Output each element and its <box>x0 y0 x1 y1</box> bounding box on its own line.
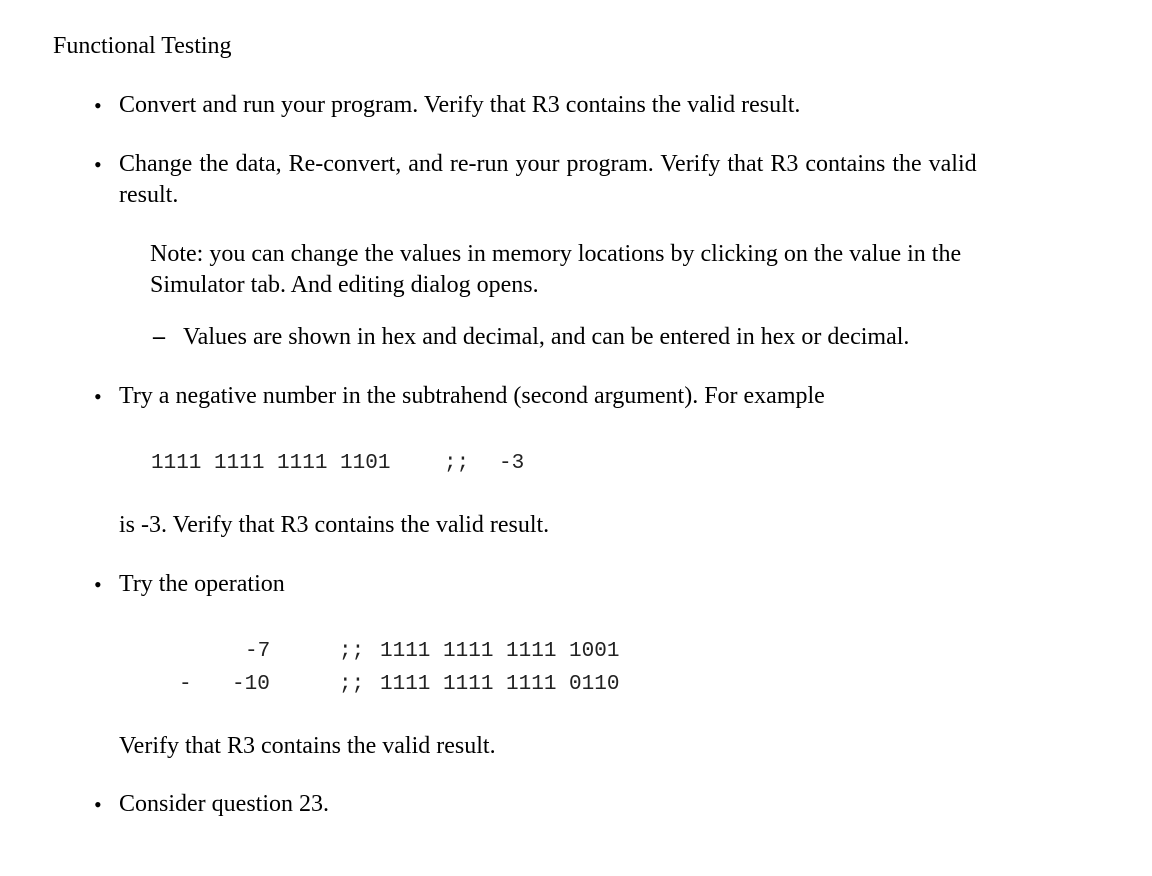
dash-icon: – <box>153 324 165 350</box>
list-item-change-data-line1: Change the data, Re-convert, and re-run your program. Verify that R3 contains the valid <box>119 151 977 177</box>
note-line1: Note: you can change the values in memory locations by clicking on the value in the <box>150 241 962 267</box>
bullet-icon: • <box>94 572 102 597</box>
operation-row2-operand: -10 <box>232 673 270 696</box>
note-line2: Simulator tab. And editing dialog opens. <box>150 272 539 298</box>
list-item-consider: Consider question 23. <box>119 791 329 817</box>
bullet-icon: • <box>94 792 102 817</box>
page-title: Functional Testing <box>53 33 232 59</box>
code-example-value: -3 <box>499 452 525 475</box>
operation-row1-binary: 1111 1111 1111 1001 <box>380 640 620 663</box>
list-item-convert-run: Convert and run your program. Verify that R3 contains the valid result. <box>119 92 801 118</box>
operation-row2-operator: - <box>179 673 192 696</box>
code-example-binary: 1111 1111 1111 1101 <box>151 452 391 475</box>
list-item-operation: Try the operation <box>119 571 285 597</box>
negative-after-text: is -3. Verify that R3 contains the valid result. <box>119 512 550 538</box>
code-example-comment: ;; <box>444 452 470 475</box>
operation-row2-comment: ;; <box>339 673 365 696</box>
bullet-icon: • <box>94 152 102 177</box>
list-item-change-data-line2: result. <box>119 182 179 208</box>
operation-row2-binary: 1111 1111 1111 0110 <box>380 673 620 696</box>
operation-row1-operand: -7 <box>245 640 271 663</box>
operation-after-text: Verify that R3 contains the valid result. <box>119 733 496 759</box>
bullet-icon: • <box>94 384 102 409</box>
operation-row1-comment: ;; <box>339 640 365 663</box>
list-item-negative: Try a negative number in the subtrahend (second argument). For example <box>119 383 825 409</box>
note-sub-item: Values are shown in hex and decimal, and can be entered in hex or decimal. <box>183 324 910 350</box>
bullet-icon: • <box>94 93 102 118</box>
